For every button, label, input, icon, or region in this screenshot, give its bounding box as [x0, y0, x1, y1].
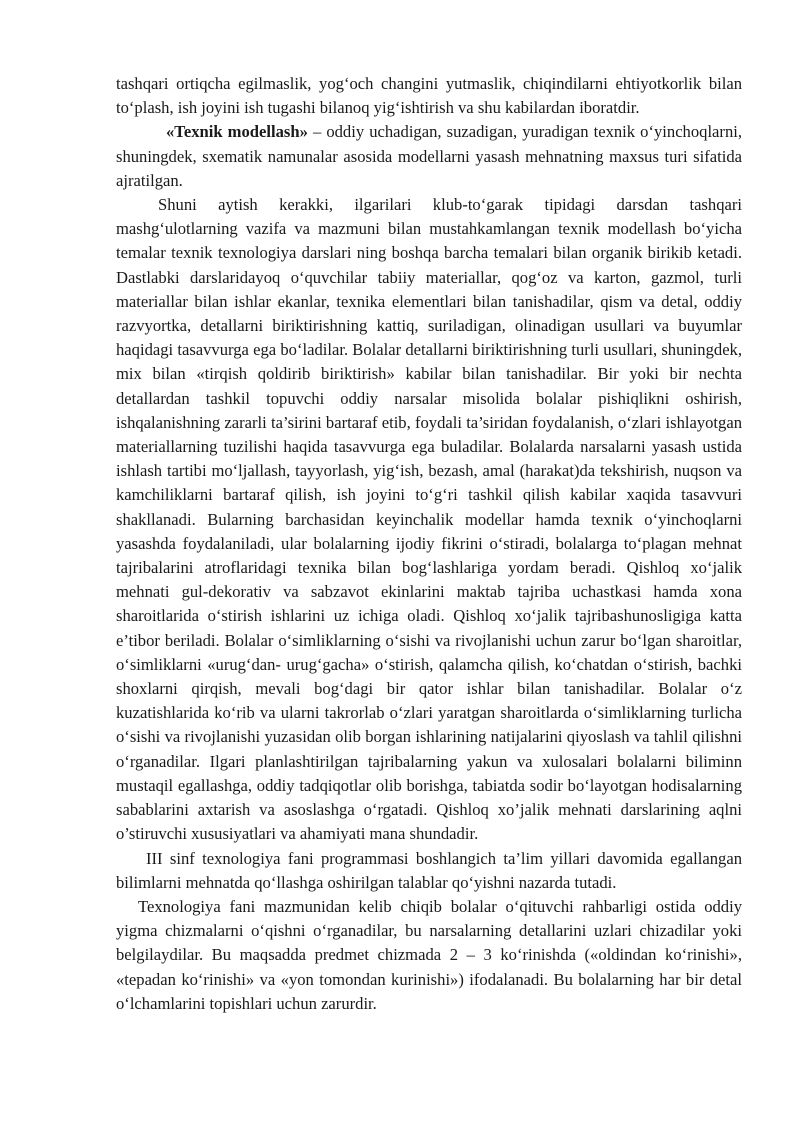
paragraph-2	[116, 120, 742, 193]
document-page	[116, 72, 742, 1016]
paragraph-4: III sinf texnologiya fani programmasi boshlangich ta’lim yillari davomida egallangan bilimlarni mehnatda qo‘llashga oshirilgan talablar qo‘yishni nazarda tutadi.	[116, 848, 742, 892]
term-texnik-modellash: «Texnik modellash»	[166, 122, 308, 142]
paragraph-1: tashqari ortiqcha egilmaslik, yog‘och changini yutmaslik, chiqindilarni ehtiyotkorlik bilan to‘plash, ish joyini ish tugashi bilanoq yig‘ishtirish va shu kabilardan iboratdir.	[116, 74, 742, 118]
paragraph-2-text: – oddiy uchadigan, suzadigan, yuradigan texnik o‘yinchoqlarni, shuningdek, sxematik namunalar asosida modellarni yasash mehnatning maxsus turi sifatida ajratilgan.	[116, 122, 743, 190]
paragraph-3: Shuni aytish kerakki, ilgarilari klub-to‘garak tipidagi darsdan tashqari mashg‘ulotlarning vazifa va mazmuni bilan mustahkamlangan texnik modellash bo‘yicha temalar texnik texnologiya darslari ning boshqa barcha temalari bilan organik birikib ketadi. Dastlabki darslaridayoq o‘quvchilar tabiiy materiallar, qog‘oz va karton, gazmol, turli materiallar bilan ishlar ekanlar, texnika elementlari bilan tanishadilar, qism va detal, oddiy razvyortka, detallarni biriktirishning kattiq, suriladigan, olinadigan usullari va buyumlar haqidagi tasavvurga ega bo‘ladilar. Bolalar detallarni biriktirishning turli usullari, shuningdek, mix bilan «tirqish qoldirib biriktirish» kabilar bilan tanishadilar. Bir yoki bir nechta detallardan tashkil topuvchi oddiy narsalar misolida bolalar pishiqlikni oshirish, ishqalanishning zararli ta’sirini bartaraf etib, foydali ta’siridan foydalanish, o‘zlari ishlayotgan materiallarning tuzilishi haqida tasavvurga ega buladilar. Bolalarda narsalarni yasash ustida ishlash tartibi mo‘ljallash, tayyorlash, yig‘ish, bezash, amal (harakat)da tekshirish, nuqson va kamchiliklarni bartaraf qilish, ish joyini to‘g‘ri tashkil qilish kabilar xaqida tasavvuri shakllanadi. Bularning barchasidan keyinchalik modellar hamda texnik o‘yinchoqlarni yasashda foydalaniladi, ular bolalarning ijodiy fikrini o‘stiradi, bolalarga to‘plagan mehnat tajribalarini atroflaridagi texnika bilan bog‘lashlariga yordam beradi. Qishloq xo‘jalik mehnati gul-dekorativ va sabzavot ekinlarini maktab tajriba uchastkasi hamda xona sharoitlarida o‘stirish ishlarini uz ichiga oladi. Qishloq xo‘jalik tajribashunosligiga katta e’tibor beriladi. Bolalar o‘simliklarning o‘sishi va rivojlanishi uchun zarur bo‘lgan sharoitlar, o‘simliklarni «urug‘dan- urug‘gacha» o‘stirish, qalamcha qilish, ko‘chatdan o‘stirish, bachki shoxlarni qirqish, mevali bog‘dagi bir qator ishlar bilan tanishadilar. Bolalar o‘z kuzatishlarida ko‘rib va ularni takrorlab o‘zlari yaratgan sharoitlarda o‘simliklarning turlicha o‘sishi va rivojlanishi yuzasidan olib borgan ishlarining natijalarini qiyoslash va tahlil qilishni o‘rganadilar. Ilgari planlashtirilgan tajribalarning yakun va xulosalari bolalarni biliminn mustaqil egallashga, oddiy tadqiqotlar olib borishga, tabiatda sodir bo‘layotgan hodisalarning sabablarini axtarish va asoslashga o‘rgatadi. Qishloq xo’jalik mehnati darslarining aqlni o’stiruvchi xususiyatlari va ahamiyati mana shundadir.	[116, 195, 742, 844]
paragraph-5: Texnologiya fani mazmunidan kelib chiqib bolalar o‘qituvchi rahbarligi ostida oddiy yigma chizmalarni o‘qishni o‘rganadilar, bu narsalarning detallarini uzlari chizadilar yoki belgilaydilar. Bu maqsadda predmet chizmada 2 – 3 ko‘rinishda («oldindan ko‘rinishi», «tepadan ko‘rinishi» va «yon tomondan kurinishi») ifodalanadi. Bu bolalarning har bir detal o‘lchamlarini topishlari uchun zarurdir.	[116, 896, 742, 1013]
